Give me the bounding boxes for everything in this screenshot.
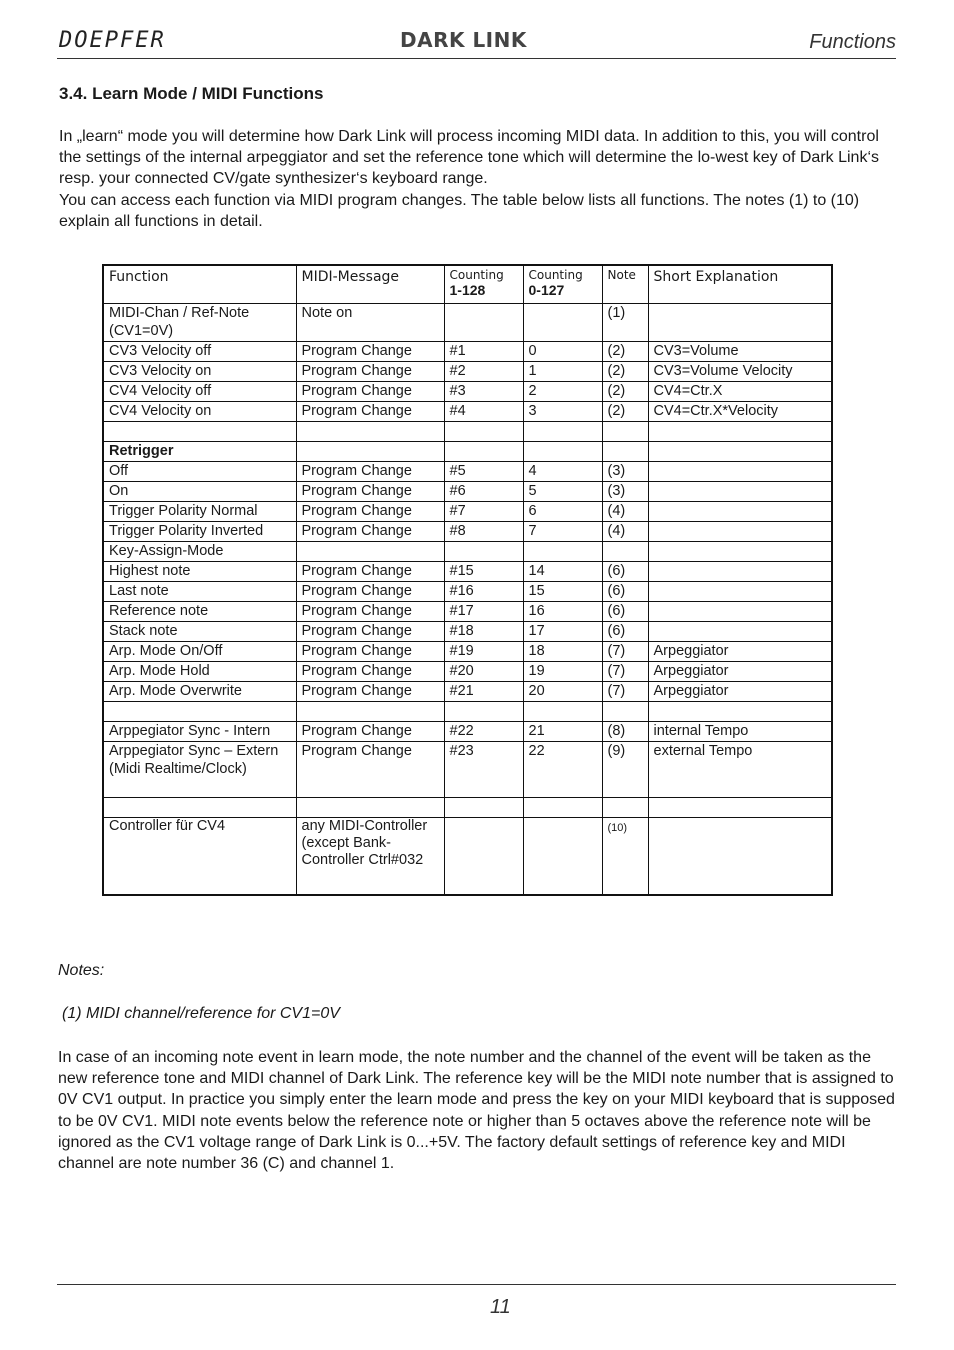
- cell-counting-0-127: [523, 442, 602, 462]
- table-row: [103, 462, 832, 482]
- cell-counting-1-128: #3: [444, 382, 523, 402]
- table-row: [103, 522, 832, 542]
- cell-explanation: [648, 542, 832, 562]
- cell-function: MIDI-Chan / Ref-Note (CV1=0V): [103, 304, 296, 342]
- cell-counting-0-127: 21: [523, 722, 602, 742]
- cell-explanation: external Tempo: [648, 742, 832, 798]
- cell-counting-0-127: 19: [523, 662, 602, 682]
- cell-counting-1-128: #8: [444, 522, 523, 542]
- table-row: [103, 482, 832, 502]
- cell-note: (3): [602, 462, 648, 482]
- cell-midi-message: Program Change: [296, 382, 444, 402]
- cell-midi-message: [296, 442, 444, 462]
- cell-explanation: [648, 462, 832, 482]
- table-row: [103, 622, 832, 642]
- cell-counting-1-128: #20: [444, 662, 523, 682]
- cell-midi-message: Program Change: [296, 522, 444, 542]
- cell-midi-message: any MIDI-Controller (except Bank-Controller Ctrl#032: [296, 818, 444, 896]
- cell-counting-0-127: 15: [523, 582, 602, 602]
- cell-function: Last note: [103, 582, 296, 602]
- header-counting-0-127: Counting 0-127: [523, 265, 602, 304]
- cell-counting-1-128: #21: [444, 682, 523, 702]
- cell-counting-0-127: 16: [523, 602, 602, 622]
- cell-midi-message: Program Change: [296, 482, 444, 502]
- cell-counting-0-127: 18: [523, 642, 602, 662]
- cell-explanation: [648, 442, 832, 462]
- cell-explanation: [648, 602, 832, 622]
- cell-counting-1-128: #6: [444, 482, 523, 502]
- cell-note: (7): [602, 682, 648, 702]
- cell-note: (9): [602, 742, 648, 798]
- table-row: [103, 662, 832, 682]
- table-header-row: [103, 265, 832, 304]
- cell-note: (2): [602, 342, 648, 362]
- cell-midi-message: Program Change: [296, 582, 444, 602]
- cell-counting-0-127: 14: [523, 562, 602, 582]
- header-counting-1-128: Counting 1-128: [444, 265, 523, 304]
- cell-note: (10): [602, 818, 648, 896]
- cell-counting-1-128: #4: [444, 402, 523, 422]
- cell-explanation: [648, 482, 832, 502]
- note-1-title: (1) MIDI channel/reference for CV1=0V: [62, 1005, 340, 1022]
- cell-explanation: [648, 798, 832, 818]
- cell-function: Arppegiator Sync – Extern (Midi Realtime/Clock): [103, 742, 296, 798]
- cell-note: [602, 702, 648, 722]
- cell-function: Trigger Polarity Normal: [103, 502, 296, 522]
- table-row-group-key-assign: [103, 542, 832, 562]
- cell-note: (7): [602, 642, 648, 662]
- cell-explanation: CV4=Ctr.X: [648, 382, 832, 402]
- table-row: [103, 682, 832, 702]
- table-row: [103, 642, 832, 662]
- cell-counting-1-128: #18: [444, 622, 523, 642]
- cell-counting-1-128: #15: [444, 562, 523, 582]
- page-header: [57, 22, 896, 59]
- cell-midi-message: Program Change: [296, 342, 444, 362]
- cell-counting-0-127: 17: [523, 622, 602, 642]
- cell-function: Arppegiator Sync - Intern: [103, 722, 296, 742]
- table-row: [103, 742, 832, 798]
- cell-midi-message: Program Change: [296, 562, 444, 582]
- cell-function: [103, 702, 296, 722]
- cell-explanation: CV4=Ctr.X*Velocity: [648, 402, 832, 422]
- cell-explanation: [648, 422, 832, 442]
- cell-note: [602, 542, 648, 562]
- table-row: [103, 362, 832, 382]
- cell-counting-0-127: 2: [523, 382, 602, 402]
- cell-note: [602, 798, 648, 818]
- cell-counting-0-127: 0: [523, 342, 602, 362]
- section-title: Functions: [809, 31, 896, 53]
- cell-function: Retrigger: [103, 442, 296, 462]
- cell-counting-0-127: [523, 542, 602, 562]
- cell-explanation: [648, 622, 832, 642]
- cell-counting-1-128: [444, 818, 523, 896]
- table-row: [103, 402, 832, 422]
- cell-midi-message: [296, 542, 444, 562]
- note-1-text: In case of an incoming note event in learn mode, the note number and the channel of the event will be taken as the new reference tone and MIDI channel of Dark Link. The reference key will be the MIDI note number that is assigned to 0V CV1 output. In practice you simply enter the learn mode and press the key on your MIDI keyboard that is supposed to be 0V CV1. MIDI note events below the reference note or higher than 5 octaves above the reference note will be ignored as the CV1 voltage range of Dark Link is 0...+5V. The factory default settings of reference key and MIDI channel are note number 36 (C) and channel 1.: [58, 1049, 895, 1173]
- table-row: [103, 818, 832, 896]
- cell-explanation: [648, 818, 832, 896]
- table-row-empty: [103, 798, 832, 818]
- table-row-empty: [103, 422, 832, 442]
- notes-heading: Notes:: [58, 962, 105, 979]
- cell-function: [103, 798, 296, 818]
- cell-function: On: [103, 482, 296, 502]
- cell-counting-1-128: #16: [444, 582, 523, 602]
- cell-counting-1-128: #19: [444, 642, 523, 662]
- cell-midi-message: Program Change: [296, 742, 444, 798]
- cell-midi-message: Program Change: [296, 662, 444, 682]
- cell-counting-1-128: #17: [444, 602, 523, 622]
- cell-counting-1-128: #22: [444, 722, 523, 742]
- cell-note: (8): [602, 722, 648, 742]
- cell-midi-message: [296, 798, 444, 818]
- header-midi-message: MIDI-Message: [296, 265, 444, 304]
- cell-midi-message: [296, 422, 444, 442]
- cell-explanation: [648, 522, 832, 542]
- product-name: DARK LINK: [400, 28, 527, 52]
- cell-function: Arp. Mode Overwrite: [103, 682, 296, 702]
- cell-counting-0-127: 6: [523, 502, 602, 522]
- cell-counting-0-127: 3: [523, 402, 602, 422]
- cell-counting-1-128: [444, 702, 523, 722]
- header-short-explanation: Short Explanation: [648, 265, 832, 304]
- page-heading: 3.4. Learn Mode / MIDI Functions: [59, 84, 324, 103]
- cell-midi-message: Program Change: [296, 682, 444, 702]
- cell-midi-message: Program Change: [296, 402, 444, 422]
- cell-note: (2): [602, 382, 648, 402]
- cell-counting-0-127: [523, 818, 602, 896]
- cell-function: CV3 Velocity on: [103, 362, 296, 382]
- cell-midi-message: Program Change: [296, 462, 444, 482]
- table-row: [103, 582, 832, 602]
- brand-logo: DOEPFER: [59, 28, 166, 53]
- cell-midi-message: Program Change: [296, 502, 444, 522]
- cell-midi-message: Program Change: [296, 642, 444, 662]
- cell-note: [602, 422, 648, 442]
- table-row-empty: [103, 702, 832, 722]
- cell-counting-0-127: 7: [523, 522, 602, 542]
- cell-function: Key-Assign-Mode: [103, 542, 296, 562]
- functions-table: [102, 264, 833, 896]
- cell-counting-1-128: [444, 542, 523, 562]
- cell-function: Trigger Polarity Inverted: [103, 522, 296, 542]
- cell-explanation: CV3=Volume Velocity: [648, 362, 832, 382]
- cell-counting-1-128: #1: [444, 342, 523, 362]
- cell-explanation: internal Tempo: [648, 722, 832, 742]
- cell-note: (7): [602, 662, 648, 682]
- table-row: [103, 562, 832, 582]
- page-number: 11: [490, 1296, 511, 1318]
- table-row: [103, 722, 832, 742]
- cell-note: (3): [602, 482, 648, 502]
- table-row: [103, 602, 832, 622]
- cell-explanation: [648, 582, 832, 602]
- cell-counting-1-128: #23: [444, 742, 523, 798]
- cell-counting-0-127: [523, 702, 602, 722]
- cell-note: (6): [602, 622, 648, 642]
- cell-counting-1-128: [444, 442, 523, 462]
- cell-counting-0-127: [523, 798, 602, 818]
- cell-function: CV3 Velocity off: [103, 342, 296, 362]
- cell-explanation: Arpeggiator: [648, 642, 832, 662]
- table-row: [103, 502, 832, 522]
- header-note: Note: [602, 265, 648, 304]
- intro-paragraph-2: You can access each function via MIDI program changes. The table below lists all functions. The notes (1) to (10) explain all functions in detail.: [59, 191, 860, 230]
- cell-midi-message: Program Change: [296, 622, 444, 642]
- cell-counting-1-128: [444, 422, 523, 442]
- cell-midi-message: Program Change: [296, 362, 444, 382]
- cell-midi-message: Program Change: [296, 602, 444, 622]
- cell-note: (6): [602, 602, 648, 622]
- cell-counting-0-127: 22: [523, 742, 602, 798]
- cell-function: Reference note: [103, 602, 296, 622]
- cell-counting-1-128: [444, 304, 523, 342]
- cell-function: Controller für CV4: [103, 818, 296, 896]
- cell-function: CV4 Velocity on: [103, 402, 296, 422]
- cell-note: (2): [602, 402, 648, 422]
- cell-counting-1-128: #5: [444, 462, 523, 482]
- cell-note: [602, 442, 648, 462]
- cell-note: (4): [602, 522, 648, 542]
- cell-explanation: [648, 502, 832, 522]
- cell-counting-1-128: #2: [444, 362, 523, 382]
- cell-function: Off: [103, 462, 296, 482]
- cell-note: (6): [602, 582, 648, 602]
- cell-explanation: Arpeggiator: [648, 662, 832, 682]
- cell-function: Arp. Mode On/Off: [103, 642, 296, 662]
- cell-midi-message: Program Change: [296, 722, 444, 742]
- cell-note: (2): [602, 362, 648, 382]
- cell-counting-0-127: [523, 304, 602, 342]
- cell-function: Highest note: [103, 562, 296, 582]
- cell-explanation: CV3=Volume: [648, 342, 832, 362]
- cell-counting-0-127: 20: [523, 682, 602, 702]
- header-function: Function: [103, 265, 296, 304]
- cell-counting-0-127: 5: [523, 482, 602, 502]
- cell-counting-1-128: #7: [444, 502, 523, 522]
- cell-function: Arp. Mode Hold: [103, 662, 296, 682]
- table-row-group-retrigger: [103, 442, 832, 462]
- cell-explanation: [648, 304, 832, 342]
- intro-paragraph-1: In „learn“ mode you will determine how Dark Link will process incoming MIDI data. In addition to this, you will control the settings of the internal arpeggiator and set the reference tone which will determine the lo-west key of Dark Link‘s resp. your connected CV/gate synthesizer‘s keyboard range.: [59, 128, 879, 188]
- cell-function: CV4 Velocity off: [103, 382, 296, 402]
- cell-midi-message: Note on: [296, 304, 444, 342]
- cell-counting-0-127: 1: [523, 362, 602, 382]
- table-row: [103, 342, 832, 362]
- intro-text: [59, 126, 895, 232]
- cell-counting-1-128: [444, 798, 523, 818]
- cell-function: [103, 422, 296, 442]
- cell-midi-message: [296, 702, 444, 722]
- cell-note: (6): [602, 562, 648, 582]
- footer-divider: [57, 1284, 896, 1285]
- cell-explanation: [648, 702, 832, 722]
- cell-function: Stack note: [103, 622, 296, 642]
- cell-explanation: [648, 562, 832, 582]
- cell-note: (4): [602, 502, 648, 522]
- table-row: [103, 304, 832, 342]
- cell-counting-0-127: 4: [523, 462, 602, 482]
- table-row: [103, 382, 832, 402]
- cell-note: (1): [602, 304, 648, 342]
- cell-counting-0-127: [523, 422, 602, 442]
- cell-explanation: Arpeggiator: [648, 682, 832, 702]
